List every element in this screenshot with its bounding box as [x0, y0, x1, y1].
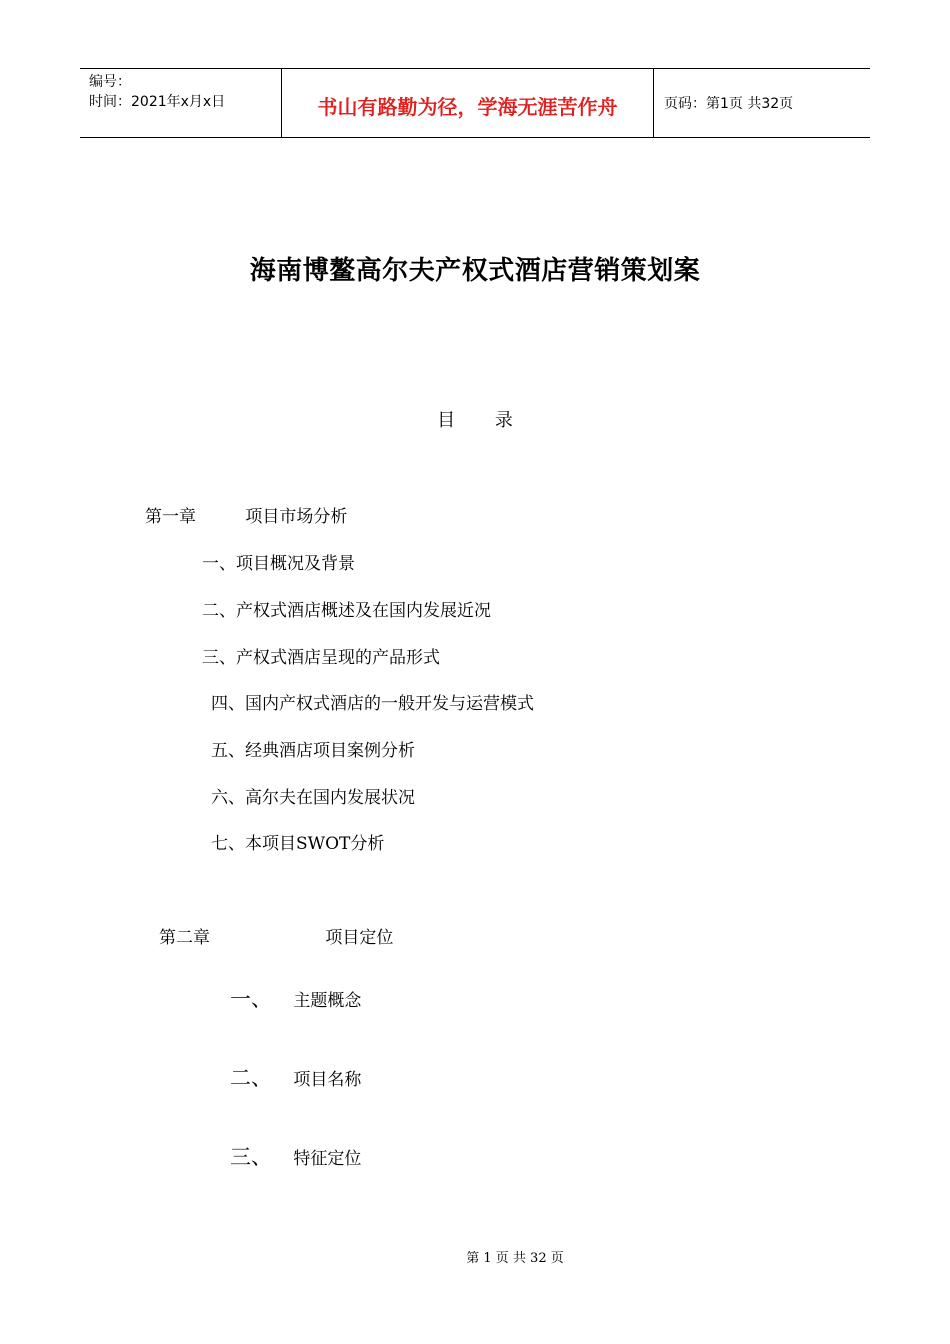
toc-item: 二、产权式酒店概述及在国内发展近况 — [202, 601, 491, 621]
toc-item — [230, 1141, 361, 1171]
header-page-info: 页码：第1页 共32页 — [664, 96, 794, 112]
toc-item: 四、国内产权式酒店的一般开发与运营模式 — [211, 694, 534, 714]
header-motto: 书山有路勤为径，学海无涯苦作舟 — [281, 69, 654, 137]
chapter1-heading — [145, 502, 347, 527]
toc-item: 六、高尔夫在国内发展状况 — [211, 788, 415, 808]
toc-item: 一、项目概况及背景 — [202, 554, 355, 574]
toc-item-text: 项目名称 — [293, 1070, 362, 1090]
toc-item — [230, 983, 361, 1013]
toc-item-number: 二、 — [230, 1066, 272, 1090]
toc-item — [230, 1062, 361, 1092]
toc-item: 七、本项目SWOT分析 — [211, 834, 385, 854]
toc-item-text: 主题概念 — [293, 991, 362, 1011]
toc-item-text: 特征定位 — [293, 1149, 362, 1169]
document-title: 海南博鳌高尔夫产权式酒店营销策划案 — [249, 256, 701, 286]
toc-item-number: 三、 — [230, 1145, 272, 1169]
chapter2-label: 第二章 — [159, 928, 210, 948]
chapter1-name: 项目市场分析 — [245, 507, 348, 527]
chapter2-name: 项目定位 — [325, 928, 394, 948]
toc-item-number: 一、 — [230, 987, 272, 1011]
chapter1-label: 第一章 — [145, 507, 196, 527]
header-date-label: 时间：2021年x月x日 — [89, 94, 226, 110]
header-number-label: 编号： — [89, 74, 131, 90]
chapter2-heading — [159, 923, 393, 948]
header-meta — [80, 69, 281, 137]
toc-item: 五、经典酒店项目案例分析 — [211, 741, 415, 761]
toc-title: 目 录 — [437, 410, 513, 431]
page-header — [80, 68, 870, 138]
toc-item: 三、产权式酒店呈现的产品形式 — [202, 648, 440, 668]
page-footer: 第 1 页 共 32 页 — [466, 1251, 564, 1266]
